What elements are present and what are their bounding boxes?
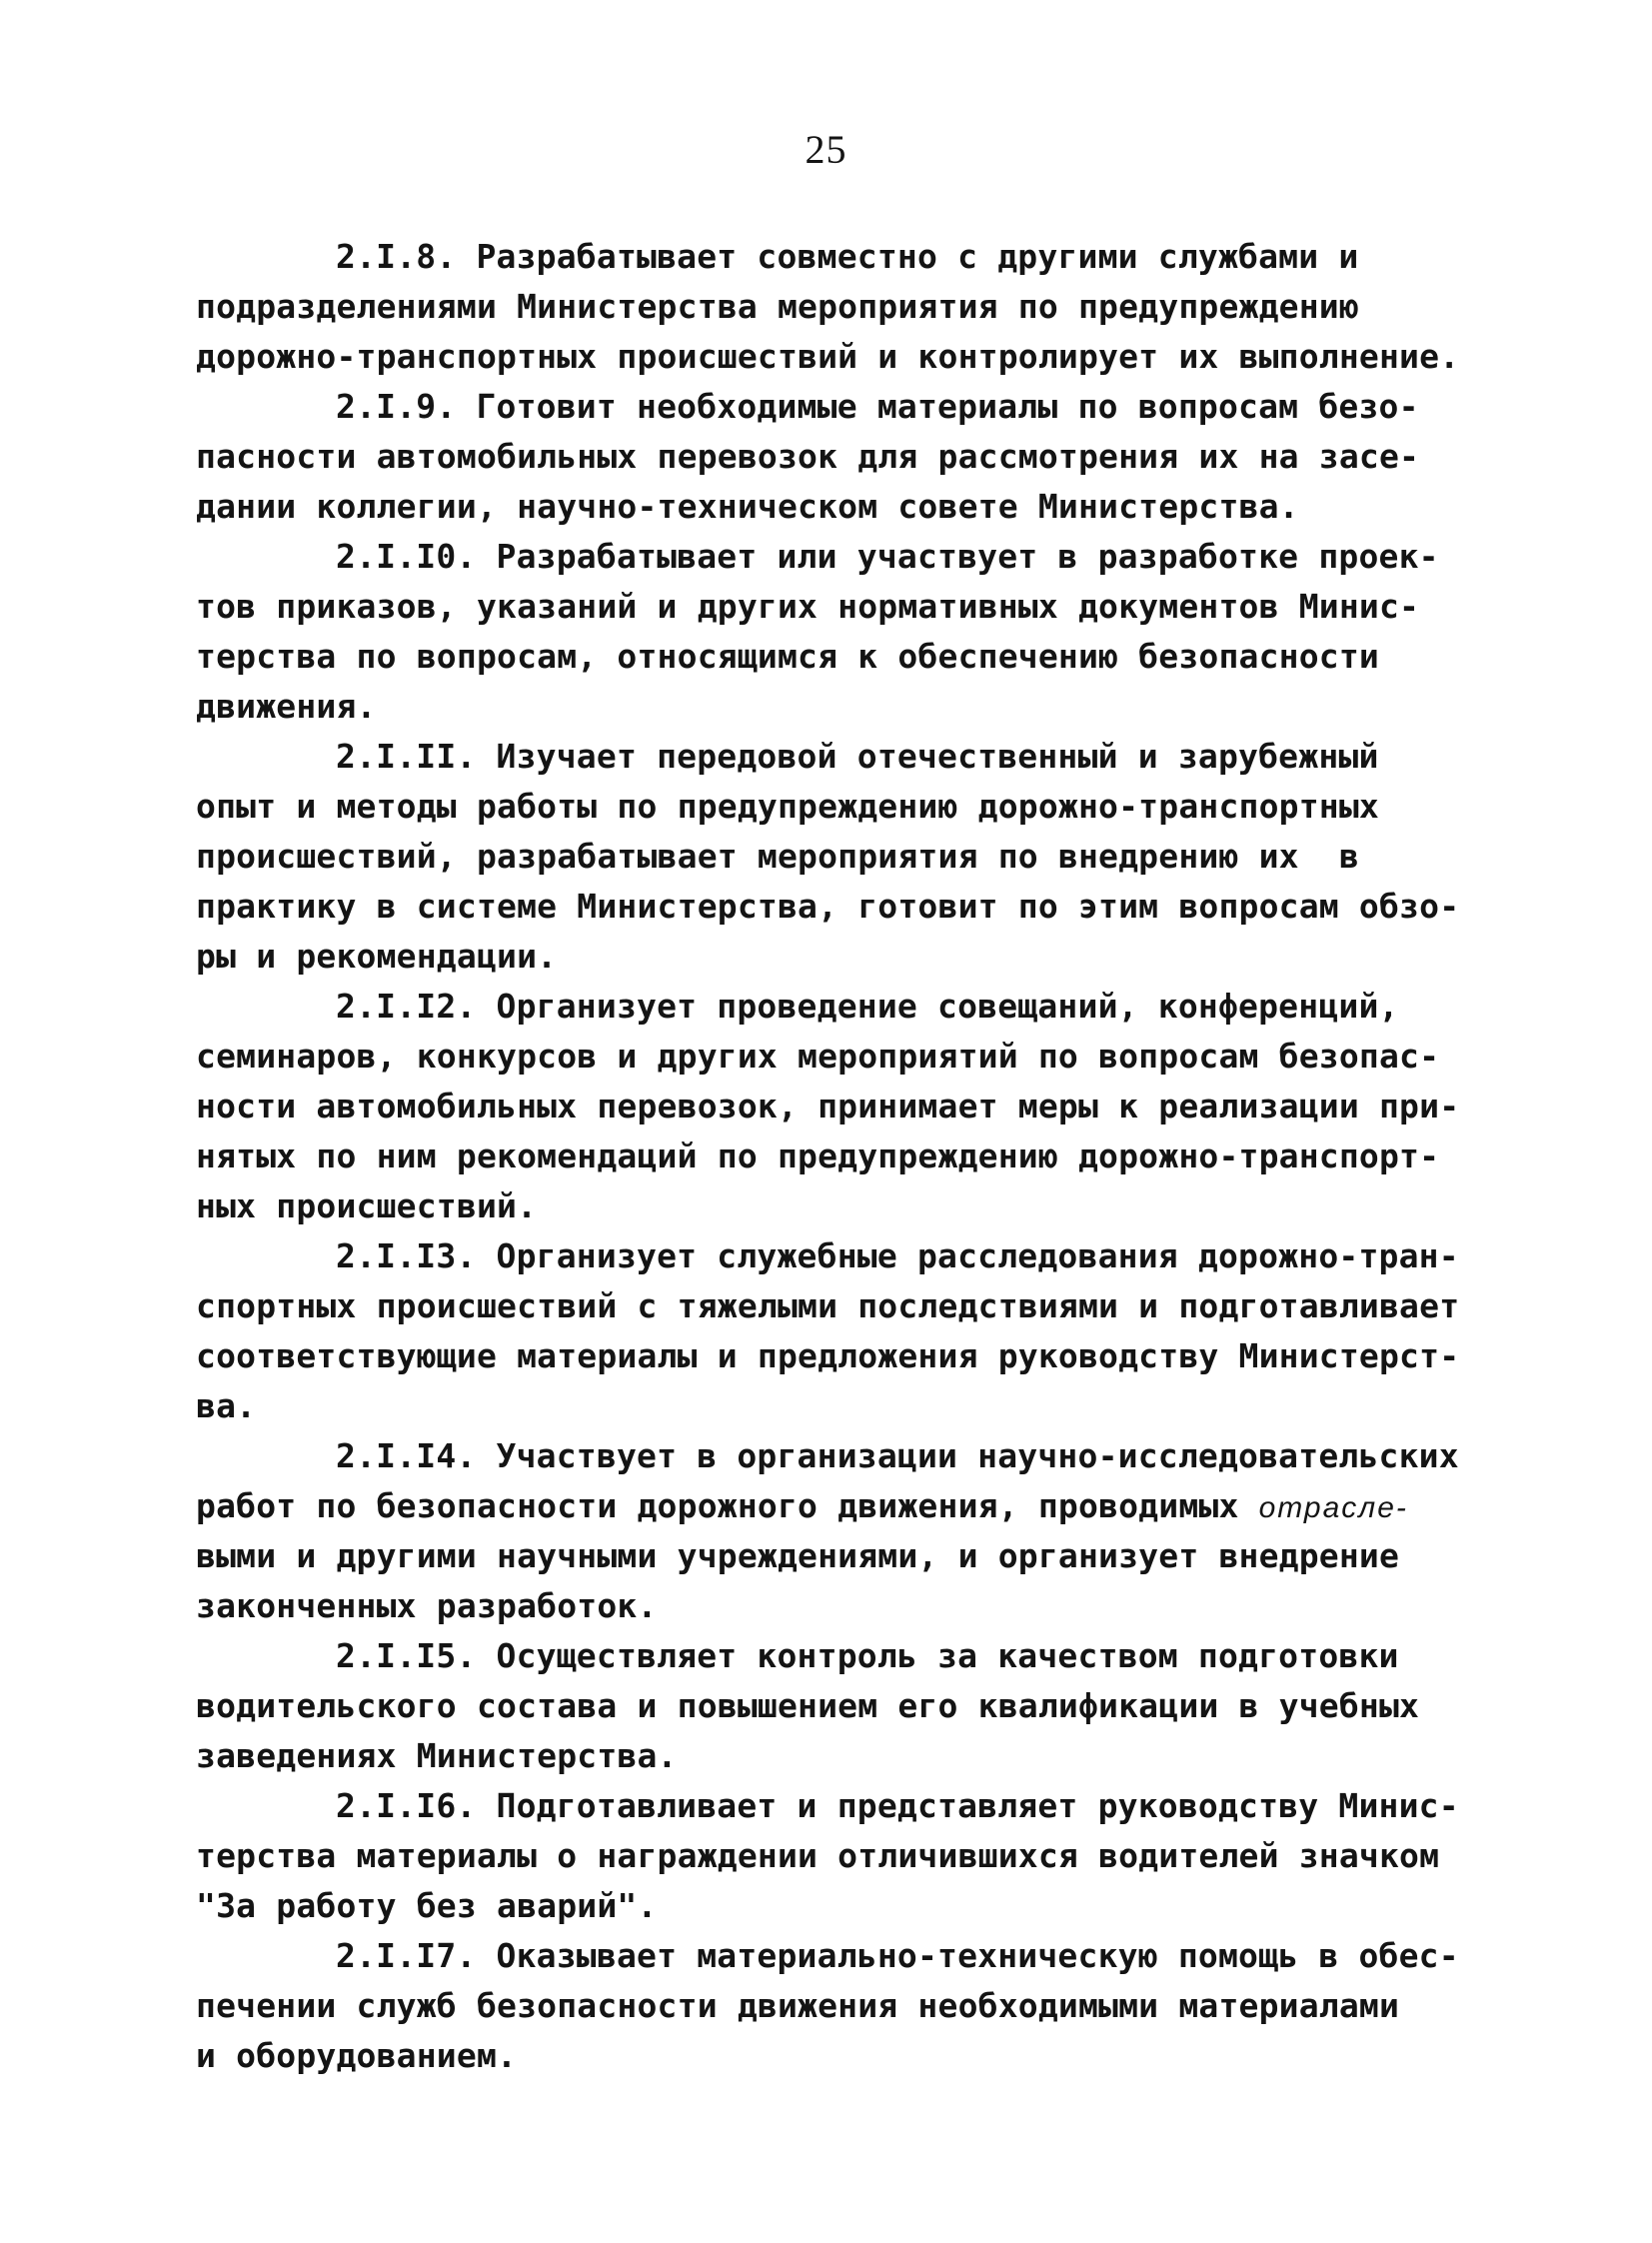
handwritten-insertion: отрасле- [1258, 1491, 1408, 1524]
paragraph-line: 2.I.I0. Разрабатывает или участвует в разработке проек- [336, 537, 1439, 576]
paragraph-2-1-11 [196, 732, 1495, 982]
paragraph-line: 2.I.I2. Организует проведение совещаний, конференций, [336, 987, 1399, 1026]
paragraph-2-1-12 [196, 982, 1495, 1231]
paragraph-line: 2.I.I5. Осуществляет контроль за качеством подготовки [336, 1636, 1399, 1675]
paragraph-2-1-9 [196, 382, 1495, 532]
paragraph-line: 2.I.I4. Участвует в организации научно-исследовательских [336, 1436, 1459, 1475]
document-body [196, 232, 1495, 2081]
paragraph-line: заведениях Министерства. [196, 1736, 678, 1775]
paragraph-line: 2.I.8. Разрабатывает совместно с другими службами и [336, 237, 1359, 276]
paragraph-line: 2.I.I3. Организует служебные расследования дорожно-тран- [336, 1236, 1459, 1275]
paragraph-line: 2.I.9. Готовит необходимые материалы по вопросам безо- [336, 387, 1419, 426]
paragraph-2-1-13 [196, 1231, 1495, 1431]
paragraph-line: соответствующие материалы и предложения руководству Министерст- [196, 1336, 1460, 1375]
paragraph-line: семинаров, конкурсов и других мероприятий по вопросам безопас- [196, 1037, 1440, 1076]
paragraph-line: происшествий, разрабатывает мероприятия по внедрению их в [196, 837, 1359, 876]
paragraph-line: 2.I.I7. Оказывает материально-техническую помощь в обес- [336, 1936, 1459, 1975]
paragraph-line: водительского состава и повышением его квалификации в учебных [196, 1686, 1420, 1725]
paragraph-line: пасности автомобильных перевозок для рассмотрения их на засе- [196, 437, 1420, 476]
paragraph-line [196, 1481, 1495, 1531]
paragraph-line: ных происшествий. [196, 1186, 538, 1225]
paragraph-line: практику в системе Министерства, готовит по этим вопросам обзо- [196, 887, 1460, 926]
paragraph-line: выми и другими научными учреждениями, и организует внедрение [196, 1536, 1400, 1575]
paragraph-line: 2.I.II. Изучает передовой отечественный и зарубежный [336, 737, 1379, 776]
paragraph-line: терства по вопросам, относящимся к обеспечению безопасности [196, 637, 1379, 676]
paragraph-line: ности автомобильных перевозок, принимает меры к реализации при- [196, 1087, 1460, 1125]
paragraph-2-1-14 [196, 1431, 1495, 1631]
paragraph-line: опыт и методы работы по предупреждению дорожно-транспортных [196, 787, 1379, 826]
paragraph-line: тов приказов, указаний и других нормативных документов Минис- [196, 587, 1420, 626]
paragraph-line: законченных разработок. [196, 1586, 658, 1625]
paragraph-line: и оборудованием. [196, 2036, 518, 2075]
paragraph-line: дании коллегии, научно-техническом совете Министерства. [196, 487, 1299, 526]
paragraph-line: ры и рекомендации. [196, 937, 558, 976]
paragraph-line-text: работ по безопасности дорожного движения, проводимых [196, 1486, 1259, 1525]
paragraph-line: спортных происшествий с тяжелыми последствиями и подготавливает [196, 1286, 1460, 1325]
paragraph-line: "За работу без аварий". [196, 1886, 658, 1925]
paragraph-line: терства материалы о награждении отличившихся водителей значком [196, 1836, 1440, 1875]
paragraph-line: подразделениями Министерства мероприятия по предупреждению [196, 287, 1359, 326]
paragraph-line: ва. [196, 1386, 257, 1425]
paragraph-2-1-8 [196, 232, 1495, 382]
paragraph-line: 2.I.I6. Подготавливает и представляет руководству Минис- [336, 1786, 1459, 1825]
paragraph-line: дорожно-транспортных происшествий и контролирует их выполнение. [196, 337, 1460, 376]
paragraph-2-1-16 [196, 1781, 1495, 1931]
paragraph-line: нятых по ним рекомендаций по предупреждению дорожно-транспорт- [196, 1136, 1440, 1175]
paragraph-line: печении служб безопасности движения необходимыми материалами [196, 1986, 1400, 2025]
page-number: 25 [805, 127, 847, 172]
paragraph-2-1-10 [196, 532, 1495, 732]
paragraph-2-1-17 [196, 1931, 1495, 2081]
paragraph-line: движения. [196, 687, 377, 726]
paragraph-2-1-15 [196, 1631, 1495, 1781]
